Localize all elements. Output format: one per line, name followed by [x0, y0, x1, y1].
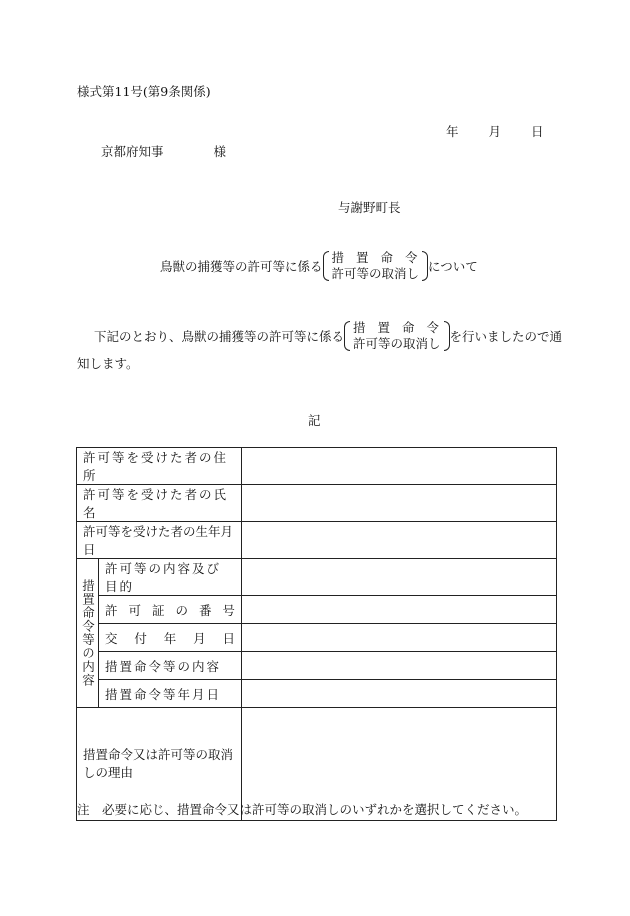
subject-option-measure: 措 置 命 令 [331, 250, 418, 265]
table-row [77, 559, 557, 596]
body-prefix: 下記のとおり、鳥獣の捕獲等の許可等に係る [94, 329, 345, 344]
subject-suffix: について [428, 259, 478, 274]
label-purpose: 許可等の内容及び目的 [99, 559, 242, 596]
field-purpose[interactable] [242, 559, 557, 596]
field-name[interactable] [242, 485, 557, 522]
field-address[interactable] [242, 448, 557, 485]
footnote: 注 必要に応じ、措置命令又は許可等の取消しのいずれかを選択してください。 [77, 802, 528, 817]
field-order-date[interactable] [242, 680, 557, 708]
date-day: 日 [530, 124, 544, 139]
form-table [76, 447, 557, 821]
field-birthdate[interactable] [242, 522, 557, 559]
sender: 与謝野町長 [338, 200, 401, 215]
form-number: 様式第11号(第9条関係) [77, 84, 211, 99]
label-order-date: 措置命令等年月日 [99, 680, 242, 708]
table-row [77, 522, 557, 559]
label-address: 許可等を受けた者の住所 [77, 448, 242, 485]
table-row [77, 596, 557, 624]
field-order-content[interactable] [242, 652, 557, 680]
label-reason: 措置命令又は許可等の取消しの理由 [77, 708, 242, 821]
addressee [101, 142, 226, 160]
table-row [77, 448, 557, 485]
table-row [77, 485, 557, 522]
date-month: 月 [488, 124, 501, 139]
ki-heading: 記 [308, 413, 321, 428]
addressee-honorific: 様 [213, 144, 226, 159]
addressee-title: 京都府知事 [101, 144, 164, 159]
body-line-2: 知します。 [77, 356, 139, 371]
subject-option-cancel: 許可等の取消し [331, 266, 420, 281]
body-option-cancel: 許可等の取消し [353, 336, 441, 351]
subject-prefix: 鳥獣の捕獲等の許可等に係る [160, 259, 323, 274]
label-permit-number: 許 可 証 の 番 号 [99, 596, 242, 624]
field-permit-number[interactable] [242, 596, 557, 624]
subject-line [160, 250, 478, 282]
group-label-cell [77, 559, 99, 708]
subject-options [323, 250, 429, 282]
body-suffix: を行いましたので通 [449, 329, 563, 344]
body-line-1 [94, 320, 562, 352]
date-year: 年 [446, 124, 459, 139]
table-row [77, 652, 557, 680]
field-issue-date[interactable] [242, 624, 557, 652]
body-option-measure: 措 置 命 令 [353, 320, 439, 335]
group-label: 措置命令等の内容 [80, 579, 96, 687]
date-line [446, 122, 543, 140]
label-name: 許可等を受けた者の氏名 [77, 485, 242, 522]
label-issue-date: 交 付 年 月 日 [99, 624, 242, 652]
table-row [77, 680, 557, 708]
label-order-content: 措置命令等の内容 [99, 652, 242, 680]
label-birthdate: 許可等を受けた者の生年月日 [77, 522, 242, 559]
body-options [344, 320, 450, 352]
table-row [77, 624, 557, 652]
